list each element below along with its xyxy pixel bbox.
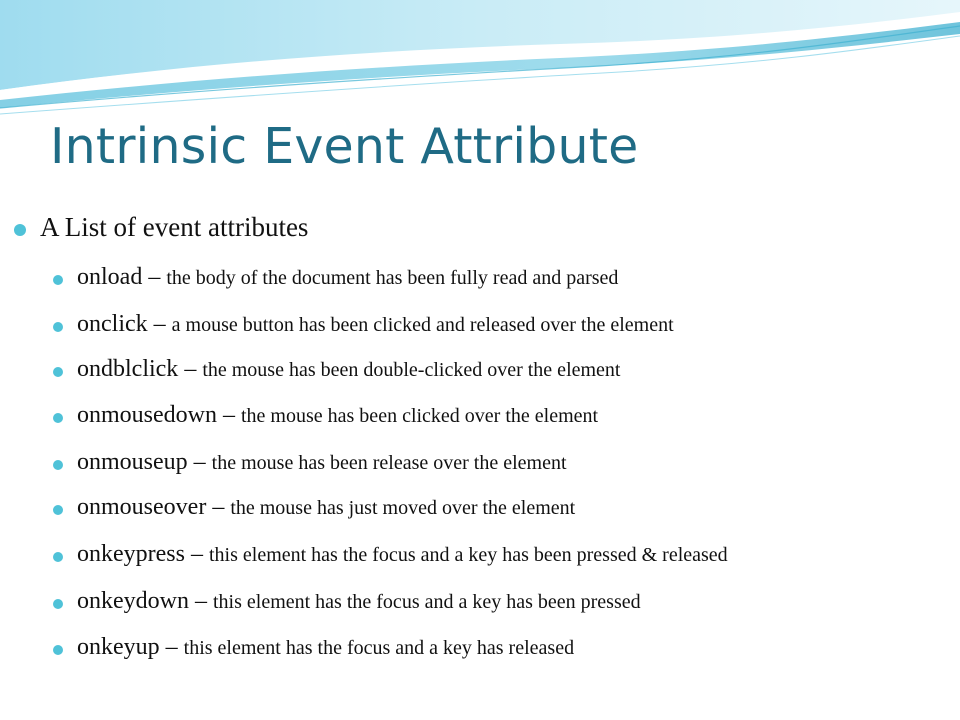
event-description: this element has the focus and a key has been pressed	[212, 591, 641, 613]
separator: –	[178, 356, 203, 382]
bullet-dot-icon	[53, 460, 63, 470]
event-description: this element has the focus and a key has been pressed & released	[208, 544, 728, 566]
bullet-dot-icon	[53, 552, 63, 562]
event-item-ondblclick	[77, 356, 621, 383]
page-title: Intrinsic Event Attribute	[50, 118, 639, 175]
event-description: the body of the document has been fully read and parsed	[166, 267, 619, 289]
separator: –	[142, 264, 167, 290]
event-description: the mouse has just moved over the element	[230, 497, 576, 519]
separator: –	[159, 634, 184, 660]
bullet-dot-icon	[53, 645, 63, 655]
bullet-dot-icon	[53, 413, 63, 423]
event-description: the mouse has been double-clicked over the element	[202, 359, 621, 381]
separator: –	[223, 402, 241, 428]
event-item-onmouseover	[77, 494, 575, 521]
bullet-dot-icon	[53, 505, 63, 515]
separator: –	[147, 311, 172, 337]
event-name: onkeypress	[77, 541, 191, 567]
separator: –	[193, 449, 212, 475]
event-description: the mouse has been clicked over the element	[241, 405, 599, 427]
event-description: this element has the focus and a key has released	[183, 637, 575, 659]
event-name: onmouseup	[77, 449, 194, 475]
bullet-dot-icon	[53, 599, 63, 609]
event-item-onload	[77, 264, 618, 291]
level1-bullet-text: A List of event attributes	[40, 212, 309, 242]
event-description: the mouse has been release over the element	[211, 452, 567, 474]
bullet-dot-icon	[53, 367, 63, 377]
separator: –	[194, 588, 213, 614]
event-name: onkeydown	[77, 588, 195, 614]
event-item-onclick	[77, 311, 674, 338]
separator: –	[212, 494, 231, 520]
event-description: a mouse button has been clicked and released over the element	[171, 314, 674, 336]
event-name: onkeyup	[77, 634, 160, 660]
event-item-onmousedown	[77, 402, 598, 429]
bullet-dot-icon	[14, 224, 26, 236]
bullet-dot-icon	[53, 275, 63, 285]
separator: –	[190, 541, 209, 567]
event-item-onkeypress	[77, 541, 728, 568]
event-item-onkeyup	[77, 634, 574, 661]
event-name: onload	[77, 264, 143, 290]
event-name: onmouseover	[77, 494, 213, 520]
event-name: ondblclick	[77, 356, 179, 382]
event-name: onmousedown	[77, 402, 223, 428]
event-item-onmouseup	[77, 449, 567, 476]
event-name: onclick	[77, 311, 148, 337]
event-item-onkeydown	[77, 588, 641, 615]
bullet-dot-icon	[53, 322, 63, 332]
